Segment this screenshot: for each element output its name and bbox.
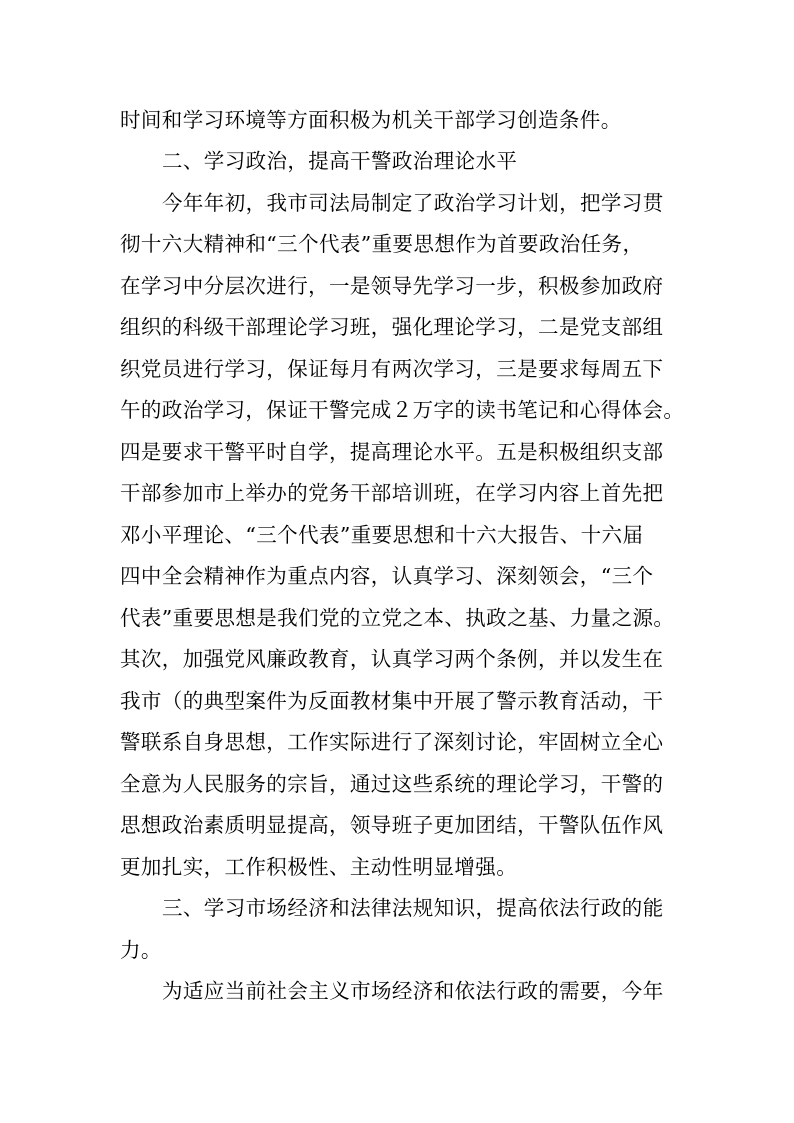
paragraph-line: 午的政治学习，保证干警完成２万字的读书笔记和心得体会。 bbox=[120, 398, 685, 422]
paragraph-line: 其次，加强党风廉政教育，认真学习两个条例，并以发生在 bbox=[120, 647, 664, 671]
section-heading-3-continued: 力。 bbox=[120, 938, 162, 962]
paragraph-line: 我市（的典型案件为反面教材集中开展了警示教育活动，干 bbox=[120, 689, 664, 713]
section-heading-3: 三、学习市场经济和法律法规知识，提高依法行政的能 bbox=[162, 896, 664, 920]
paragraph-line: 在学习中分层次进行，一是领导先学习一步，积极参加政府 bbox=[120, 274, 664, 298]
paragraph-line: 干部参加市上举办的党务干部培训班，在学习内容上首先把 bbox=[120, 481, 664, 505]
paragraph-line: 更加扎实，工作积极性、主动性明显增强。 bbox=[120, 855, 518, 879]
paragraph-line: 今年年初，我市司法局制定了政治学习计划，把学习贯 bbox=[162, 191, 664, 215]
paragraph-line: 全意为人民服务的宗旨，通过这些系统的理论学习，干警的 bbox=[120, 772, 664, 796]
paragraph-line: 四是要求干警平时自学，提高理论水平。五是积极组织支部 bbox=[120, 440, 664, 464]
paragraph-line: 为适应当前社会主义市场经济和依法行政的需要，今年 bbox=[162, 979, 664, 1003]
paragraph-line: 时间和学习环境等方面积极为机关干部学习创造条件。 bbox=[120, 108, 622, 132]
paragraph-line: 彻十六大精神和“三个代表”重要思想作为首要政治任务， bbox=[120, 232, 644, 256]
paragraph-line: 组织的科级干部理论学习班，强化理论学习，二是党支部组 bbox=[120, 315, 664, 339]
paragraph-line: 四中全会精神作为重点内容，认真学习、深刻领会，“三个 bbox=[120, 564, 654, 588]
paragraph-line: 思想政治素质明显提高，领导班子更加团结，干警队伍作风 bbox=[120, 813, 664, 837]
paragraph-line: 代表”重要思想是我们党的立党之本、执政之基、力量之源。 bbox=[120, 606, 675, 630]
paragraph-line: 织党员进行学习，保证每月有两次学习，三是要求每周五下 bbox=[120, 357, 664, 381]
paragraph-line: 邓小平理论、“三个代表”重要思想和十六大报告、十六届 bbox=[120, 523, 644, 547]
section-heading-2: 二、学习政治，提高干警政治理论水平 bbox=[162, 149, 518, 173]
paragraph-line: 警联系自身思想，工作实际进行了深刻讨论，牢固树立全心 bbox=[120, 730, 664, 754]
